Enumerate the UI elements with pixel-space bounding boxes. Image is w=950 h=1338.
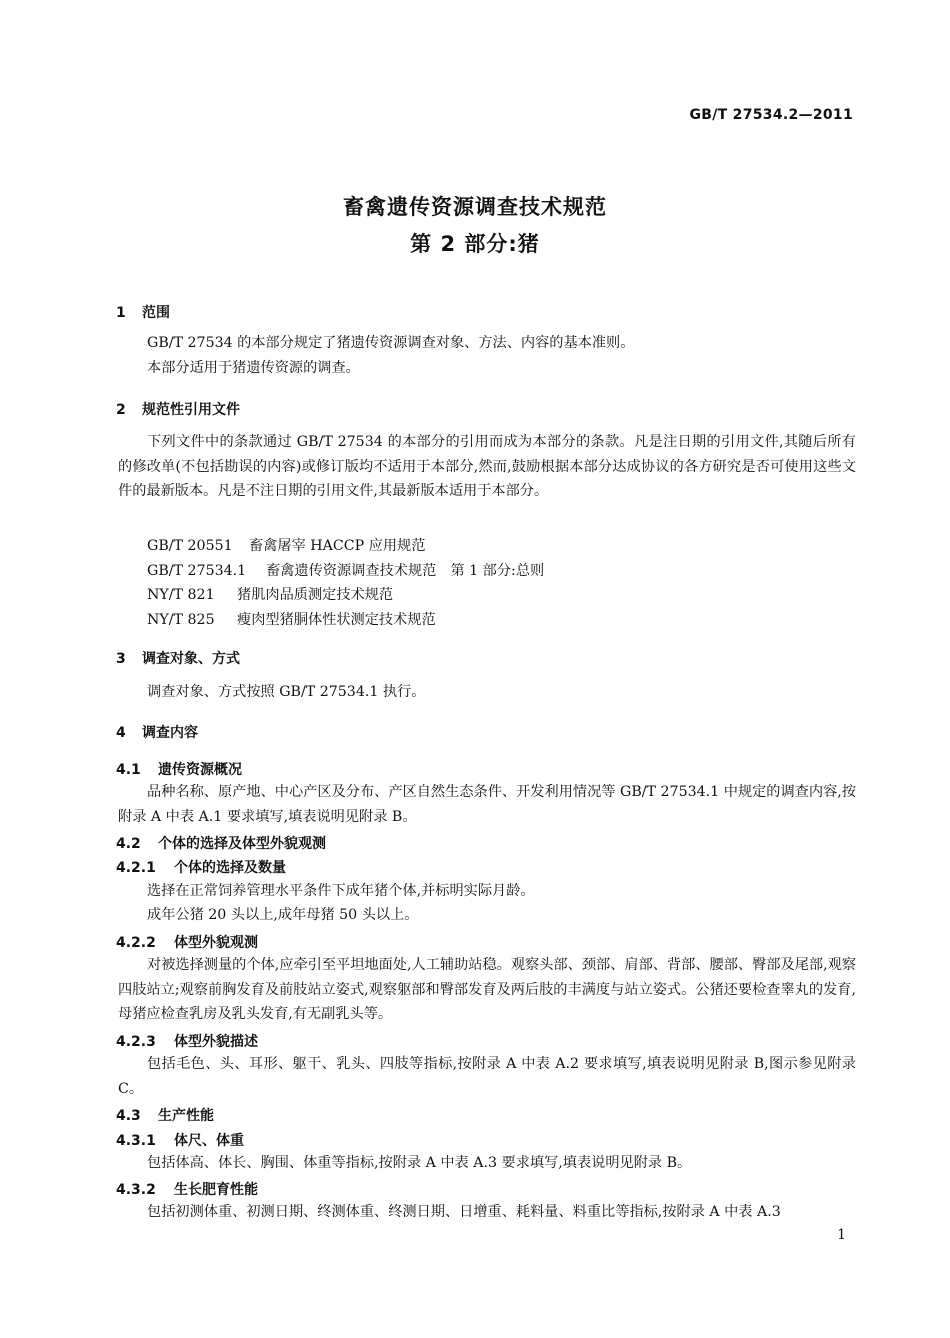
- section-number: 4: [116, 725, 126, 741]
- reference-code: GB/T 27534.1: [147, 563, 247, 579]
- reference-code: GB/T 20551: [147, 538, 233, 554]
- section-number: 4.3.1: [116, 1133, 156, 1149]
- section-title: 体型外貌描述: [174, 1034, 258, 1050]
- section-number: 4.2.3: [116, 1034, 156, 1050]
- document-title: 畜禽遗传资源调查技术规范: [343, 195, 607, 219]
- subsection-4-2-1-heading: [116, 857, 286, 877]
- paragraph: 包括毛色、头、耳形、躯干、乳头、四肢等指标,按附录 A 中表 A.2 要求填写,填表说明见附录 B,图示参见附录 C。: [118, 1056, 856, 1097]
- section-number: 4.2: [116, 836, 141, 852]
- subsection-4-2-heading: [116, 833, 326, 853]
- paragraph: 对被选择测量的个体,应牵引至平坦地面处,人工辅助站稳。观察头部、颈部、肩部、背部、腰部、臀部及尾部,观察四肢站立;观察前胸发育及前肢站立姿式,观察躯部和臀部发育及两后肢的丰满度与站立姿式。公猪还要检查睾丸的发育,母猪应检查乳房及乳头发育,有无副乳头等。: [118, 957, 856, 1022]
- section-title: 个体的选择及数量: [174, 860, 286, 876]
- section-number: 4.2.2: [116, 935, 156, 951]
- paragraph: 选择在正常饲养管理水平条件下成年猪个体,并标明实际月龄。: [147, 883, 535, 899]
- section-title: 调查对象、方式: [142, 651, 240, 667]
- section-title: 规范性引用文件: [142, 402, 240, 418]
- section-number: 3: [116, 651, 126, 667]
- section-title: 范围: [142, 305, 170, 321]
- reference-item: [147, 535, 425, 555]
- section-number: 1: [116, 305, 126, 321]
- section-title: 调查内容: [142, 725, 198, 741]
- section-title: 生长肥育性能: [174, 1182, 258, 1198]
- paragraph: 包括初测体重、初测日期、终测体重、终测日期、日增重、耗料量、料重比等指标,按附录 A 中表 A.3: [147, 1204, 781, 1220]
- reference-code: NY/T 825: [147, 612, 215, 628]
- reference-item: [147, 560, 544, 580]
- document-subtitle: 第 2 部分:猪: [410, 232, 540, 256]
- subsection-4-3-1-heading: [116, 1130, 244, 1150]
- section-3-heading: [116, 648, 240, 668]
- section-title: 生产性能: [158, 1108, 214, 1124]
- reference-item: [147, 609, 436, 629]
- paragraph: 品种名称、原产地、中心产区及分布、产区自然生态条件、开发利用情况等 GB/T 27534.1 中规定的调查内容,按附录 A 中表 A.1 要求填写,填表说明见附录 B。: [118, 784, 856, 825]
- subsection-4-1-heading: [116, 759, 242, 779]
- standard-number: GB/T 27534.2—2011: [689, 107, 853, 123]
- section-number: 4.3.2: [116, 1182, 156, 1198]
- section-number: 4.2.1: [116, 860, 156, 876]
- paragraph: GB/T 27534 的本部分规定了猪遗传资源调查对象、方法、内容的基本准则。: [147, 335, 635, 351]
- subsection-4-2-2-heading: [116, 932, 258, 952]
- paragraph: 包括体高、体长、胸围、体重等指标,按附录 A 中表 A.3 要求填写,填表说明见附录 B。: [147, 1155, 692, 1171]
- section-number: 2: [116, 402, 126, 418]
- page-number: 1: [837, 1227, 846, 1243]
- subsection-4-3-2-heading: [116, 1179, 258, 1199]
- section-title: 体尺、体重: [174, 1133, 244, 1149]
- reference-title: 瘦肉型猪胴体性状测定技术规范: [237, 612, 436, 628]
- paragraph: 调查对象、方式按照 GB/T 27534.1 执行。: [147, 684, 426, 700]
- section-title: 个体的选择及体型外貌观测: [158, 836, 326, 852]
- section-number: 4.1: [116, 762, 141, 778]
- reference-title: 猪肌肉品质测定技术规范: [237, 587, 394, 603]
- paragraph: 成年公猪 20 头以上,成年母猪 50 头以上。: [147, 907, 419, 923]
- section-number: 4.3: [116, 1108, 141, 1124]
- section-2-heading: [116, 399, 240, 419]
- paragraph: 本部分适用于猪遗传资源的调查。: [147, 360, 360, 376]
- reference-title: 畜禽遗传资源调查技术规范 第 1 部分:总则: [266, 563, 545, 579]
- section-1-heading: [116, 302, 170, 322]
- section-4-heading: [116, 722, 198, 742]
- paragraph: 下列文件中的条款通过 GB/T 27534 的本部分的引用而成为本部分的条款。凡是注日期的引用文件,其随后所有的修改单(不包括勘误的内容)或修订版均不适用于本部分,然而,鼓励根据本部分达成协议的各方研究是否可使用这些文件的最新版本。凡是不注日期的引用文件,其最新版本适用于本部分。: [118, 434, 856, 499]
- subsection-4-3-heading: [116, 1105, 214, 1125]
- reference-code: NY/T 821: [147, 587, 215, 603]
- section-title: 体型外貌观测: [174, 935, 258, 951]
- section-title: 遗传资源概况: [158, 762, 242, 778]
- subsection-4-2-3-heading: [116, 1031, 258, 1051]
- reference-title: 畜禽屠宰 HACCP 应用规范: [249, 538, 426, 554]
- reference-item: [147, 584, 393, 604]
